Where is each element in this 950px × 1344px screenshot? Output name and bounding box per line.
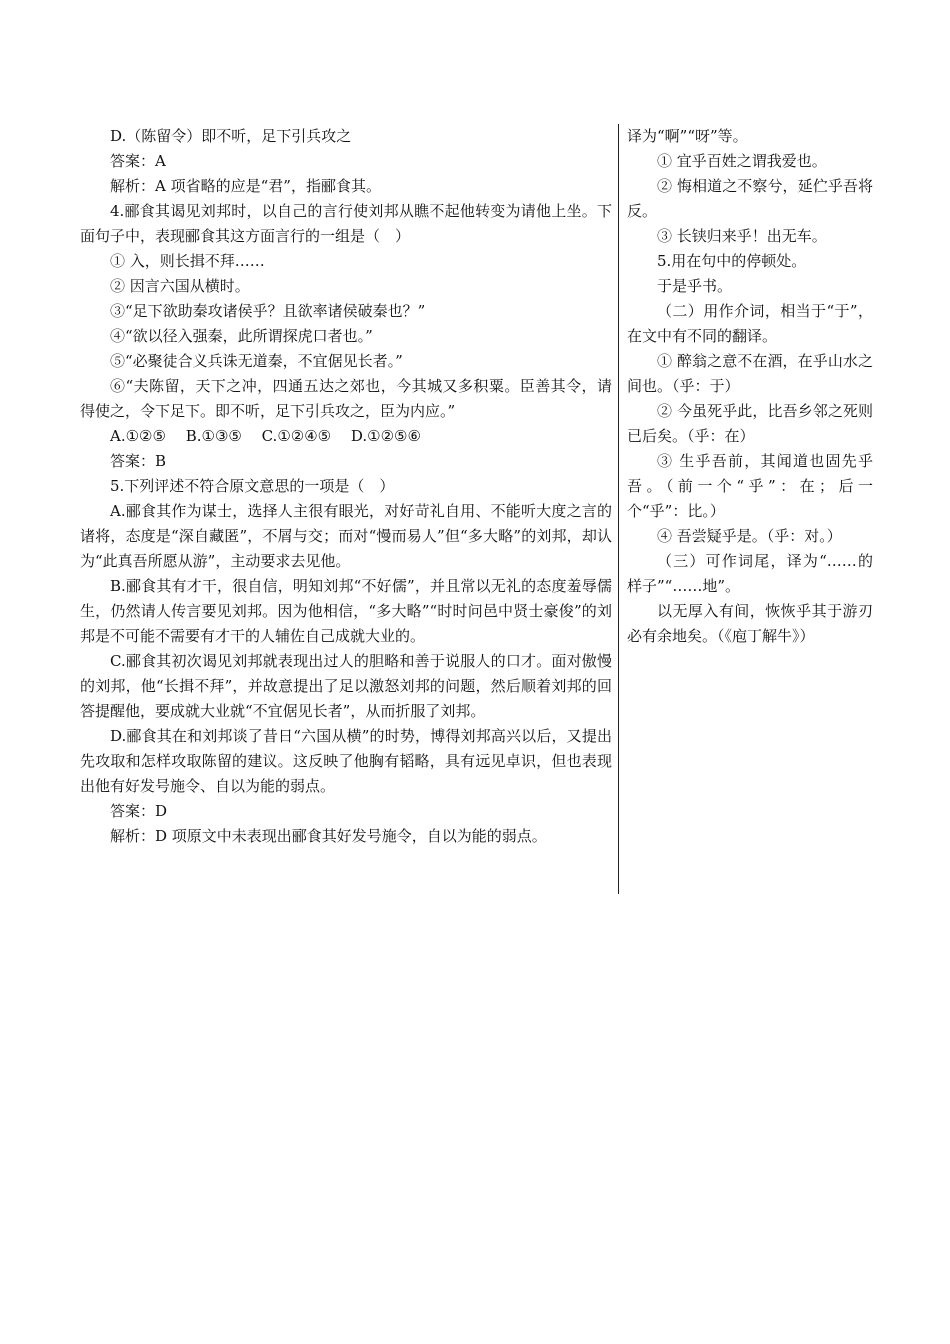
explanation-line: 解析：D 项原文中未表现出郦食其好发号施令，自以为能的弱点。	[110, 827, 547, 845]
example-1: ① 宜乎百姓之谓我爱也。	[657, 152, 827, 170]
section-2-heading: （二）用作介词，相当于“于”，在文中有不同的翻译。	[627, 302, 873, 345]
section-2-example-4: ④ 吾尝疑乎是。（乎：对。）	[657, 527, 842, 545]
usage-5-example: 于是乎书。	[657, 277, 733, 295]
option-c: C.郦食其初次谒见刘邦就表现出过人的胆略和善于说服人的口才。面对傲慢的刘邦，他“长揖不拜”，并故意提出了足以激怒刘邦的问题，然后顺着刘邦的回答提醒他，要成就大业就“不宜倨见长者”，从而折服了刘邦。	[80, 652, 612, 720]
item-4: ④“欲以径入强秦，此所谓探虎口者也。”	[110, 327, 373, 345]
section-3-example: 以无厚入有间，恢恢乎其于游刃必有余地矣。（《庖丁解牛》）	[627, 602, 873, 645]
section-2-example-1: ① 醉翁之意不在酒，在乎山水之间也。（乎：于）	[627, 352, 873, 395]
item-5: ⑤“必聚徒合义兵诛无道秦，不宜倨见长者。”	[110, 352, 403, 370]
option-a: A.郦食其作为谋士，选择人主很有眼光，对好苛礼自用、不能听大度之言的诸将，态度是“深自藏匿”，不屑与交；而对“慢而易人”但“多大略”的刘邦，却认为“此真吾所愿从游”，主动要求去见他。	[80, 502, 612, 570]
item-3: ③“足下欲助秦攻诸侯乎？且欲率诸侯破秦也？”	[110, 302, 426, 320]
answer-line: 答案：D	[110, 802, 168, 820]
item-2: ② 因言六国从横时。	[110, 277, 250, 295]
section-3-heading: （三）可作词尾，译为“……的样子”“……地”。	[627, 552, 873, 595]
option-d-line: D.（陈留令）即不听，足下引兵攻之	[110, 127, 352, 145]
example-2: ② 悔相道之不察兮，延伫乎吾将反。	[627, 177, 873, 220]
option-d: D.郦食其在和刘邦谈了昔日“六国从横”的时势，博得刘邦高兴以后，又提出先攻取和怎样攻取陈留的建议。这反映了他胸有韬略，具有远见卓识，但也表现出他有好发号施令、自以为能的弱点。	[80, 727, 612, 795]
answer-line: 答案：A	[110, 152, 166, 170]
question-4-options: A.①②⑤ B.①③⑤ C.①②④⑤ D.①②⑤⑥	[110, 427, 421, 445]
option-b: B.郦食其有才干，很自信，明知刘邦“不好儒”，并且常以无礼的态度羞辱儒生，仍然请人传言要见刘邦。因为他相信，“多大略”“时时问邑中贤士豪俊”的刘邦是不可能不需要有才干的人辅佐自己成就大业的。	[80, 577, 612, 645]
item-1: ① 入，则长揖不拜……	[110, 252, 265, 270]
item-6: ⑥“夫陈留，天下之冲，四通五达之郊也，今其城又多积粟。臣善其令，请得使之，令下足下。即不听，足下引兵攻之，臣为内应。”	[80, 377, 612, 420]
answer-line: 答案：B	[110, 452, 167, 470]
explanation-line: 解析：A 项省略的应是“君”，指郦食其。	[110, 177, 381, 195]
column-divider	[618, 124, 619, 894]
section-2-example-2: ② 今虽死乎此，比吾乡邻之死则已后矣。（乎：在）	[627, 402, 873, 445]
section-2-example-3: ③ 生乎吾前，其闻道也固先乎吾。（前一个“乎”：在；后一个“乎”：比。）	[627, 452, 873, 520]
question-5: 5.下列评述不符合原文意思的一项是（ ）	[110, 477, 395, 495]
left-column	[80, 124, 612, 849]
right-column	[627, 124, 873, 649]
example-3: ③ 长铗归来乎！出无车。	[657, 227, 827, 245]
continuation-line: 译为“啊”“呀”等。	[627, 127, 748, 145]
question-4: 4.郦食其谒见刘邦时，以自己的言行使刘邦从瞧不起他转变为请他上坐。下面句子中，表现郦食其这方面言行的一组是（ ）	[80, 202, 612, 245]
usage-5-heading: 5.用在句中的停顿处。	[657, 252, 807, 270]
